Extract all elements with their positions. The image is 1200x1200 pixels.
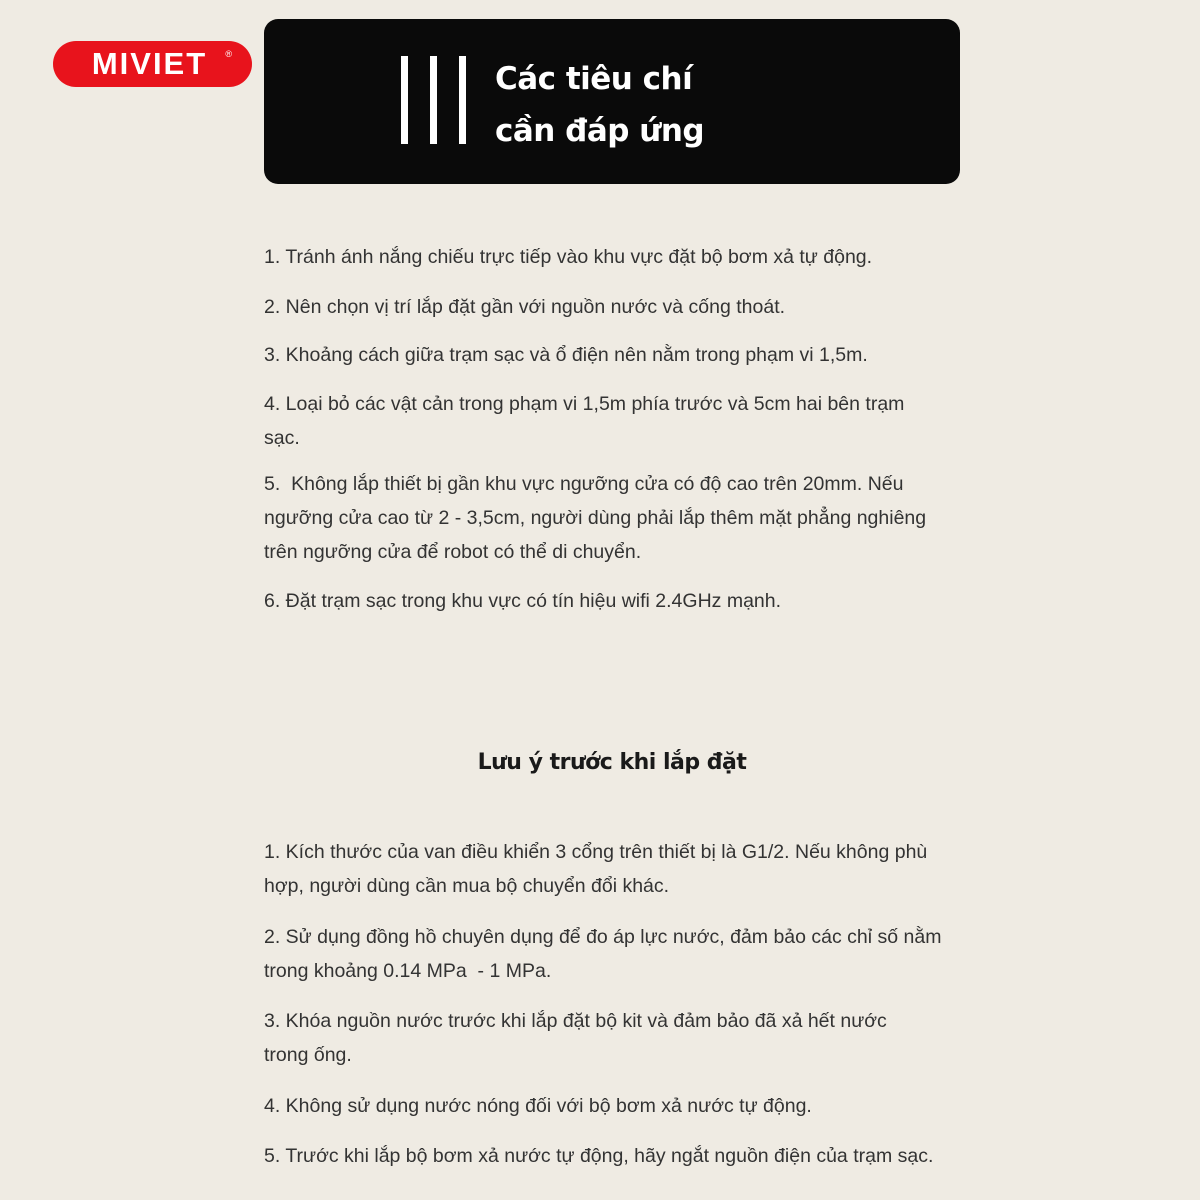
header-title-line2: cần đáp ứng xyxy=(495,113,705,149)
criteria-item-2: 2. Nên chọn vị trí lắp đặt gần với nguồn nước và cống thoát. xyxy=(264,296,786,318)
registered-mark: ® xyxy=(225,49,232,59)
note-item-3: 3. Khóa nguồn nước trước khi lắp đặt bộ kit và đảm bảo đã xả hết nước trong ống. xyxy=(264,1010,893,1066)
note-item-4: 4. Không sử dụng nước nóng đối với bộ bơm xả nước tự động. xyxy=(264,1095,812,1117)
header-title xyxy=(495,53,704,157)
criteria-item-6: 6. Đặt trạm sạc trong khu vực có tín hiệu wifi 2.4GHz mạnh. xyxy=(264,590,782,612)
note-item-5: 5. Trước khi lắp bộ bơm xả nước tự động, hãy ngắt nguồn điện của trạm sạc. xyxy=(264,1145,934,1167)
three-vertical-bars-icon xyxy=(401,56,467,144)
bar-1 xyxy=(401,56,408,144)
logo-text: MIVIET xyxy=(91,46,208,81)
miviet-logo xyxy=(53,41,252,87)
notes-heading: Lưu ý trước khi lắp đặt xyxy=(477,750,747,775)
header-title-line1: Các tiêu chí xyxy=(495,61,693,97)
criteria-item-1: 1. Tránh ánh nắng chiếu trực tiếp vào khu vực đặt bộ bơm xả tự động. xyxy=(264,246,873,268)
bar-3 xyxy=(459,56,466,144)
note-item-2: 2. Sử dụng đồng hồ chuyên dụng để đo áp lực nước, đảm bảo các chỉ số nằm trong khoảng 0.14 MPa - 1 MPa. xyxy=(264,926,947,982)
header-banner xyxy=(264,19,960,184)
note-item-1: 1. Kích thước của van điều khiển 3 cổng trên thiết bị là G1/2. Nếu không phù hợp, người dùng cần mua bộ chuyển đổi khác. xyxy=(264,841,933,897)
bar-2 xyxy=(430,56,437,144)
criteria-item-3: 3. Khoảng cách giữa trạm sạc và ổ điện nên nằm trong phạm vi 1,5m. xyxy=(264,344,868,366)
criteria-item-4: 4. Loại bỏ các vật cản trong phạm vi 1,5m phía trước và 5cm hai bên trạm sạc. xyxy=(264,393,910,449)
criteria-item-5: 5. Không lắp thiết bị gần khu vực ngưỡng cửa có độ cao trên 20mm. Nếu ngưỡng cửa cao từ 2 - 3,5cm, người dùng phải lắp thêm mặt phẳng nghiêng trên ngưỡng cửa để robot có thể di chuyển. xyxy=(264,473,932,563)
